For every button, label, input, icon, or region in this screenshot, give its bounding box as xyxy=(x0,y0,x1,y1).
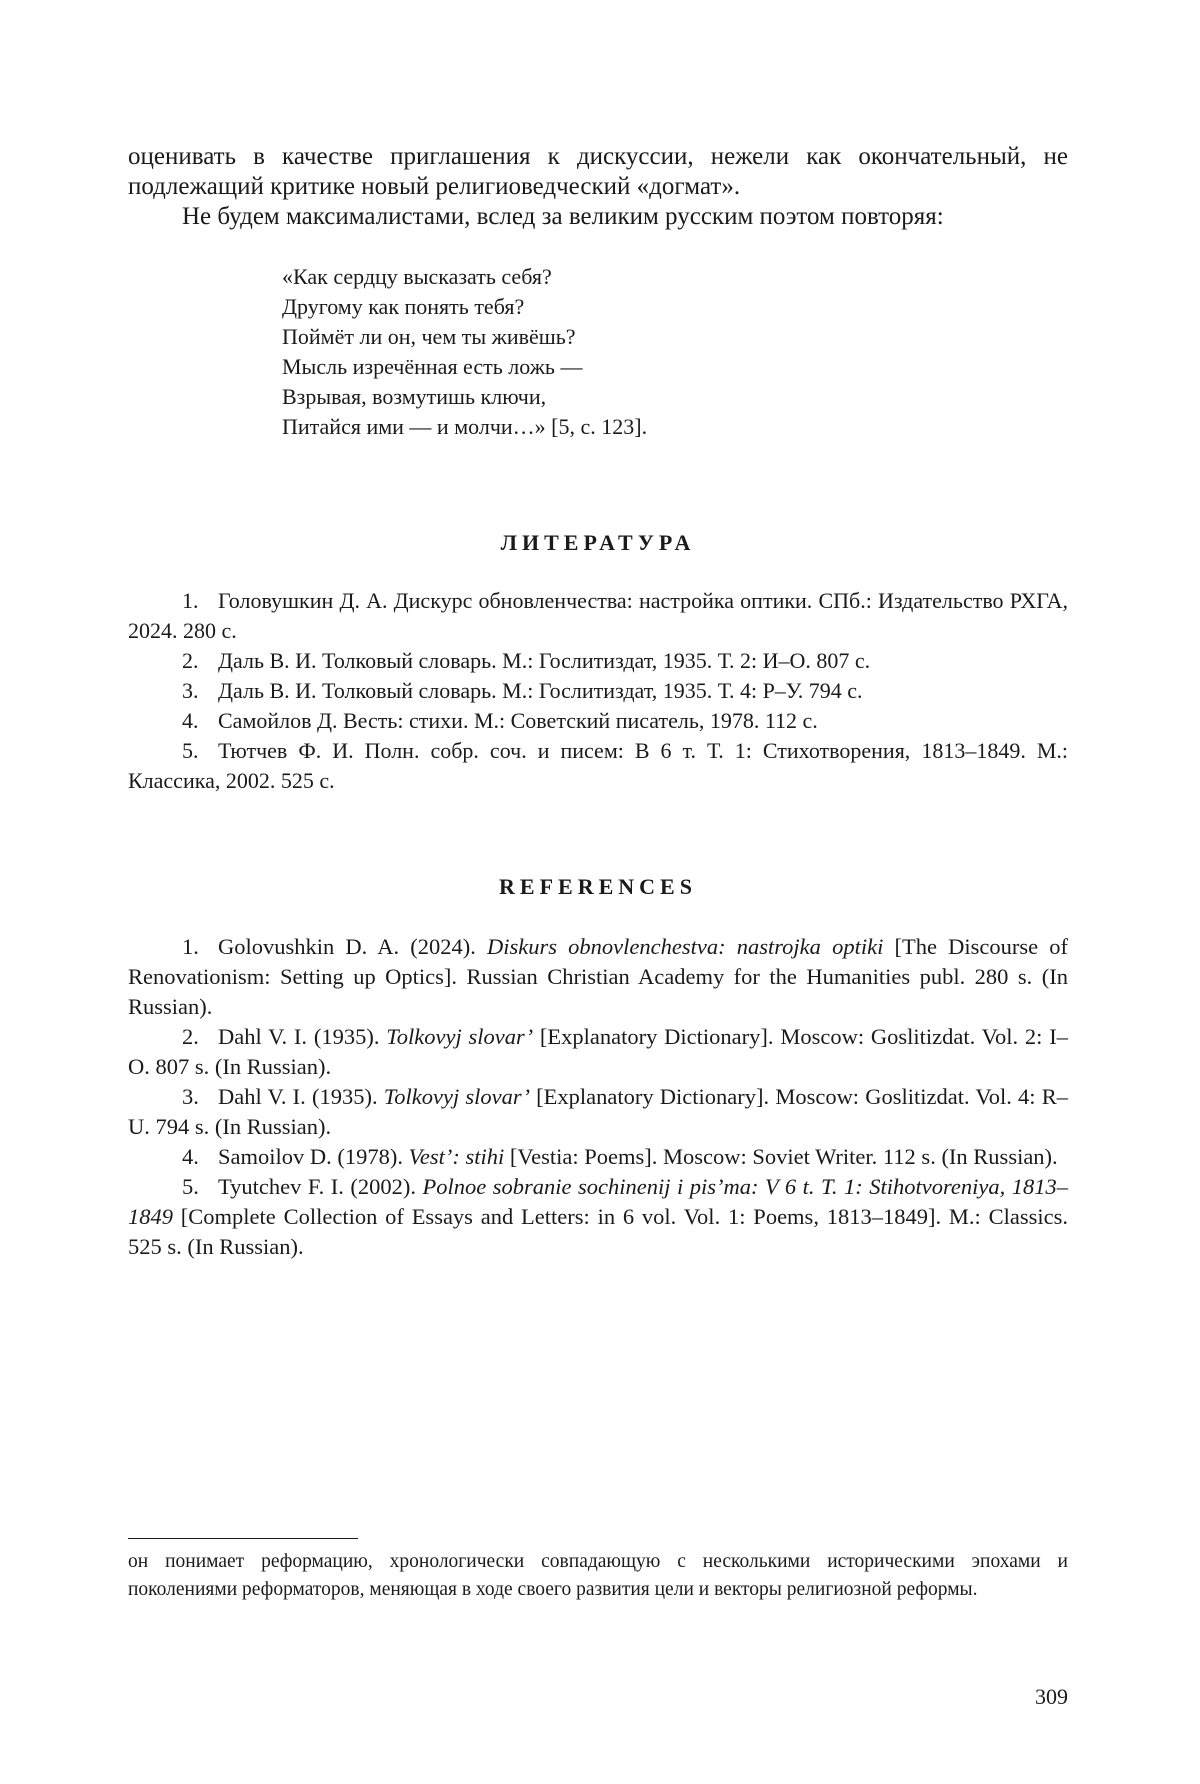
item-number: 4. xyxy=(182,1144,199,1169)
intro-paragraph: Не будем максималистами, вслед за великим русским поэтом повторяя: xyxy=(182,203,944,230)
item-title: Polnoe sobranie sochinenij i pis’ma: V 6 t. T. 1: Stihotvoreniya, 1813–1849 xyxy=(128,1174,1068,1229)
item-text: Головушкин Д. А. Дискурс обновленчества: настройка оптики. СПб.: Издательство РХГА, 2024. 280 с. xyxy=(128,588,1068,643)
reference-item xyxy=(128,932,1068,1022)
literatura-item xyxy=(128,736,1068,796)
item-details: [The Discourse of Renovationism: Setting up Optics]. Russian Christian Academy for the Humanities publ. 280 s. (In Russian). xyxy=(128,934,1068,1019)
literatura-item xyxy=(128,646,1068,676)
item-number: 2. xyxy=(182,648,199,673)
item-text: Даль В. И. Толковый словарь. М.: Гослитиздат, 1935. Т. 4: Р–У. 794 с. xyxy=(218,678,863,703)
verse-line: Другому как понять тебя? xyxy=(282,294,525,319)
item-details: [Explanatory Dictionary]. Moscow: Goslitizdat. Vol. 4: R–U. 794 s. (In Russian). xyxy=(128,1084,1068,1139)
reference-item xyxy=(128,1142,1068,1172)
item-text: Даль В. И. Толковый словарь. М.: Гослитиздат, 1935. Т. 2: И–О. 807 с. xyxy=(218,648,871,673)
footnote-text: он понимает реформацию, хронологически совпадающую с несколькими историческими эпохами и поколениями реформаторов, меняющая в ходе своего развития цели и векторы религиозной реформы. xyxy=(128,1551,1068,1600)
item-number: 1. xyxy=(182,934,199,959)
item-number: 1. xyxy=(182,588,199,613)
item-title: Diskurs obnovlenchestva: nastrojka optiki xyxy=(487,934,884,959)
literatura-heading: ЛИТЕРАТУРА xyxy=(500,530,696,555)
item-authors: Dahl V. I. (1935). xyxy=(218,1084,384,1109)
literatura-item xyxy=(128,586,1068,646)
references-list xyxy=(128,932,1068,1262)
item-authors: Golovushkin D. A. (2024). xyxy=(218,934,487,959)
reference-item xyxy=(128,1022,1068,1082)
intro-text xyxy=(128,142,1068,232)
literatura-item xyxy=(128,676,1068,706)
verse-line: Мысль изречённая есть ложь — xyxy=(282,354,583,379)
item-number: 3. xyxy=(182,1084,199,1109)
item-text: Тютчев Ф. И. Полн. собр. соч. и писем: В 6 т. Т. 1: Стихотворения, 1813–1849. М.: Классика, 2002. 525 с. xyxy=(128,738,1068,793)
verse-line: Поймёт ли он, чем ты живёшь? xyxy=(282,324,576,349)
verse-line: Питайся ими — и молчи…» [5, с. 123]. xyxy=(282,414,648,439)
reference-item xyxy=(128,1082,1068,1142)
item-number: 3. xyxy=(182,678,199,703)
page-number: 309 xyxy=(1035,1684,1068,1709)
item-details: [Complete Collection of Essays and Letters: in 6 vol. Vol. 1: Poems, 1813–1849]. M.: Classics. 525 s. (In Russian). xyxy=(128,1204,1068,1259)
item-authors: Dahl V. I. (1935). xyxy=(218,1024,387,1049)
item-details: [Explanatory Dictionary]. Moscow: Goslitizdat. Vol. 2: I–O. 807 s. (In Russian). xyxy=(128,1024,1068,1079)
literatura-item xyxy=(128,706,1068,736)
item-number: 4. xyxy=(182,708,199,733)
reference-item xyxy=(128,1172,1068,1262)
references-heading: REFERENCES xyxy=(499,874,697,899)
item-title: Tolkovyj slovar’ xyxy=(383,1084,530,1109)
item-details: [Vestia: Poems]. Moscow: Soviet Writer. 112 s. (In Russian). xyxy=(504,1144,1058,1169)
item-number: 2. xyxy=(182,1024,199,1049)
item-title: Tolkovyj slovar’ xyxy=(386,1024,534,1049)
verse-line: Взрывая, возмутишь ключи, xyxy=(282,384,547,409)
item-text: Самойлов Д. Весть: стихи. М.: Советский писатель, 1978. 112 с. xyxy=(218,708,818,733)
item-number: 5. xyxy=(182,1174,199,1199)
verse-line: «Как сердцу высказать себя? xyxy=(282,264,552,289)
footnote-divider xyxy=(128,1538,358,1539)
item-authors: Tyutchev F. I. (2002). xyxy=(218,1174,423,1199)
item-number: 5. xyxy=(182,738,199,763)
item-title: Vest’: stihi xyxy=(408,1144,505,1169)
verse-quote xyxy=(282,262,647,442)
literatura-list xyxy=(128,586,1068,796)
intro-paragraph-continued: оценивать в качестве приглашения к дискуссии, нежели как окончательный, не подлежащий критике новый религиоведческий «догмат». xyxy=(128,143,1068,200)
item-authors: Samoilov D. (1978). xyxy=(218,1144,409,1169)
